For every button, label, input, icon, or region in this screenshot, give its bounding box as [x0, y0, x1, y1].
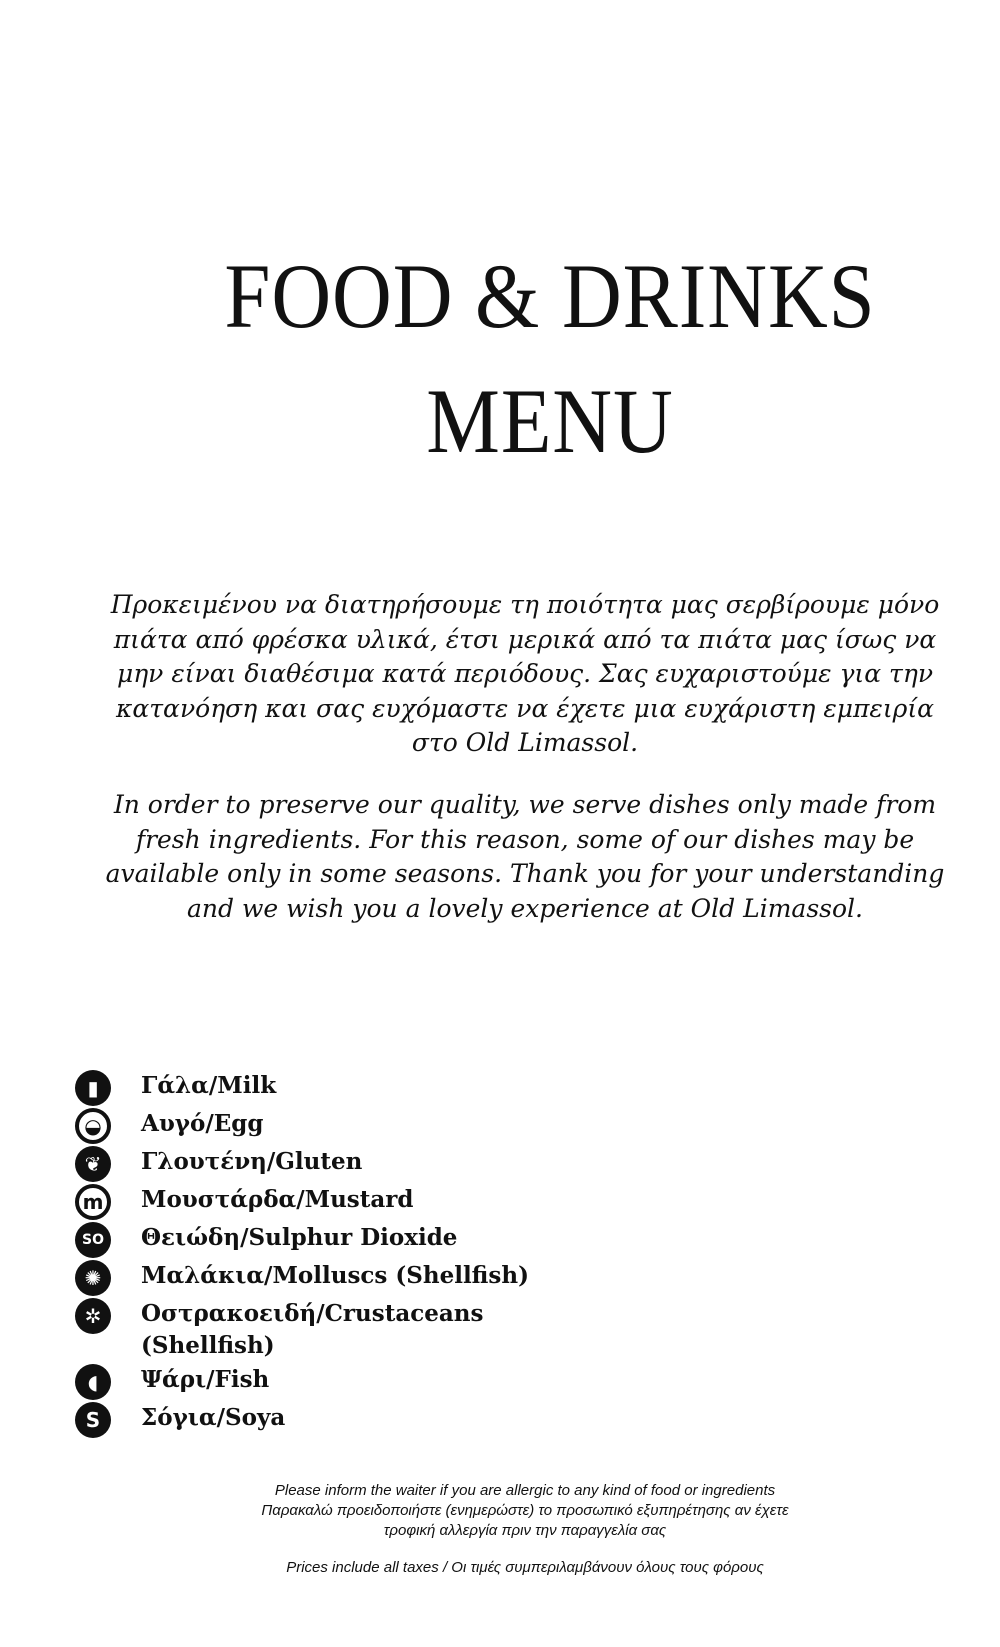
prices-notice: Prices include all taxes / Οι τιμές συμπεριλαμβάνουν όλους τους φόρους	[286, 1559, 764, 1576]
allergen-item-molluscs	[75, 1260, 775, 1298]
allergen-item-soya	[75, 1402, 775, 1440]
allergen-item-fish	[75, 1364, 775, 1402]
allergen-label: Θειώδη/Sulphur Dioxide	[141, 1224, 458, 1251]
intro-english: In order to preserve our quality, we serve dishes only made from fresh ingredients. For this reason, some of our dishes may be available only in some seasons. Thank you for your understanding and we wish you a lovely experience at Old Limassol.	[105, 790, 945, 923]
allergy-notice-greek-line1: Παρακαλώ προειδοποιήστε (ενημερώστε) το προσωπικό εξυπηρέτησης αν έχετε	[261, 1502, 789, 1519]
mustard-jar-icon: m	[75, 1184, 111, 1220]
soya-icon: S	[75, 1402, 111, 1438]
allergen-label: Μαλάκια/Molluscs (Shellfish)	[141, 1262, 529, 1289]
allergen-label: Ψάρι/Fish	[141, 1366, 270, 1393]
fish-icon: ◖	[75, 1364, 111, 1400]
allergen-item-gluten	[75, 1146, 775, 1184]
allergen-item-mustard	[75, 1184, 775, 1222]
milk-bottle-icon: ▮	[75, 1070, 111, 1106]
sulphur-dioxide-icon: SO	[75, 1222, 111, 1258]
menu-title-line2: MENU	[426, 370, 674, 472]
allergen-label: Γάλα/Milk	[141, 1072, 277, 1099]
crab-icon: ✲	[75, 1298, 111, 1334]
allergen-label: Οστρακοειδή/Crustaceans (Shellfish)	[141, 1300, 484, 1359]
shell-icon: ✺	[75, 1260, 111, 1296]
allergen-legend	[75, 1070, 775, 1440]
allergen-item-milk	[75, 1070, 775, 1108]
allergen-item-sulphur-dioxide	[75, 1222, 775, 1260]
allergen-item-egg	[75, 1108, 775, 1146]
allergy-notice-english: Please inform the waiter if you are allergic to any kind of food or ingredients	[274, 1482, 776, 1499]
allergy-notice-greek-line2: τροφική αλλεργία πριν την παραγγελία σας	[383, 1522, 667, 1539]
allergen-label: Γλουτένη/Gluten	[141, 1148, 363, 1175]
menu-title-line1: FOOD & DRINKS	[224, 245, 876, 347]
allergen-label: Αυγό/Egg	[141, 1110, 264, 1137]
allergen-label: Σόγια/Soya	[141, 1404, 286, 1431]
allergen-label: Μουστάρδα/Mustard	[141, 1186, 414, 1213]
egg-icon: ◒	[75, 1108, 111, 1144]
intro-greek: Προκειμένου να διατηρήσουμε τη ποιότητα μας σερβίρουμε μόνο πιάτα από φρέσκα υλικά, έτσι μερικά από τα πιάτα μας ίσως να μην είναι διαθέσιμα κατά περιόδους. Σας ευχαριστούμε για την κατανόηση και σας ευχόμαστε να έχετε μια ευχάριστη εμπειρία στο Old Limassol.	[110, 590, 940, 757]
wheat-icon: ❦	[75, 1146, 111, 1182]
allergen-item-crustaceans	[75, 1298, 775, 1364]
